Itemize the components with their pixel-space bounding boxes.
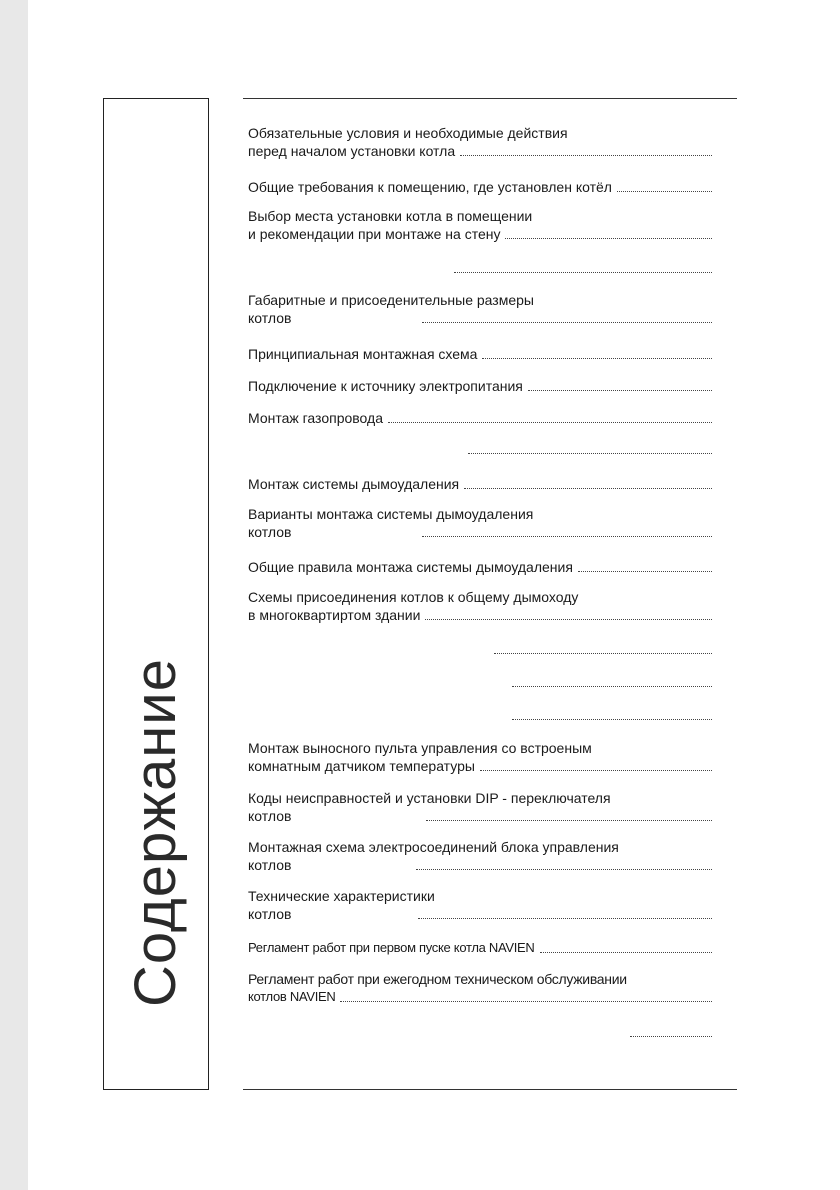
toc-entry[interactable]: [248, 475, 712, 493]
toc-entry[interactable]: [248, 409, 712, 427]
dot-leader: [416, 869, 712, 870]
toc-entry[interactable]: [248, 887, 712, 923]
dot-leader: [422, 322, 712, 323]
toc-entry-text: и рекомендации при монтаже на стену: [248, 226, 501, 242]
toc-entry[interactable]: [248, 588, 712, 624]
toc-entry-text: в многоквартиртом здании: [248, 607, 421, 623]
page-title: Содержание: [123, 658, 188, 1007]
toc-entry[interactable]: [248, 789, 712, 825]
dot-leader: [540, 952, 713, 953]
toc-entry-text: Монтаж системы дымоудаления: [248, 476, 460, 492]
dot-leader: [505, 238, 712, 239]
dot-leader: [630, 1036, 712, 1037]
toc-entry-text: Монтаж газопровода: [248, 410, 383, 426]
toc-entry-text: Регламент работ при первом пуске котла NAVIEN: [248, 940, 535, 955]
dot-leader: [460, 155, 712, 156]
dot-leader: [468, 453, 712, 454]
toc-entry-text: котлов NAVIEN: [248, 989, 336, 1004]
toc-entry-text: Варианты монтажа системы дымоудаления: [248, 506, 534, 522]
dot-leader: [340, 1001, 712, 1002]
toc-entry[interactable]: [248, 124, 712, 160]
toc-entry[interactable]: [248, 739, 712, 775]
dot-leader: [494, 653, 712, 654]
toc-entry[interactable]: [248, 558, 712, 576]
toc-entry-text: котлов: [248, 524, 292, 540]
title-frame: [103, 98, 209, 1090]
toc-entry-text: Технические характеристики: [248, 888, 435, 904]
toc-entry-text: Обязательные условия и необходимые действия: [248, 125, 568, 141]
toc-entry-text: Принципиальная монтажная схема: [248, 346, 478, 362]
toc-entry[interactable]: [248, 939, 712, 957]
toc-entry-text: Выбор места установки котла в помещении: [248, 208, 533, 224]
toc-entry[interactable]: [248, 838, 712, 874]
toc-entry-text: котлов: [248, 857, 292, 873]
toc-entry-text: перед началом установки котла: [248, 143, 456, 159]
toc-entry-text: Монтажная схема электросоединений блока управления: [248, 839, 619, 855]
page-edge-strip: [0, 0, 28, 1190]
dot-leader: [388, 422, 712, 423]
dot-leader: [464, 488, 712, 489]
toc-entry[interactable]: [248, 291, 712, 327]
dot-leader: [418, 918, 712, 919]
dot-leader: [425, 619, 712, 620]
toc-entry-text: котлов: [248, 310, 292, 326]
toc-entry[interactable]: [248, 345, 712, 363]
toc-entry[interactable]: [248, 178, 712, 196]
toc-entry-text: Регламент работ при ежегодном техническом обслуживании: [248, 971, 627, 987]
toc-entry-text: котлов: [248, 808, 292, 824]
toc-entry-text: Габаритные и присоеденительные размеры: [248, 292, 534, 308]
dot-leader: [454, 272, 712, 273]
toc-entry-text: Монтаж выносного пульта управления со встроеным: [248, 740, 592, 756]
dot-leader: [512, 686, 712, 687]
toc-entry-text: Схемы присоединения котлов к общему дымоходу: [248, 589, 579, 605]
toc-entry-text: Коды неисправностей и установки DIP - переключателя: [248, 790, 611, 806]
dot-leader: [482, 358, 712, 359]
dot-leader: [528, 390, 712, 391]
dot-leader: [480, 770, 712, 771]
dot-leader: [578, 571, 712, 572]
toc-entry[interactable]: [248, 377, 712, 395]
dot-leader: [426, 820, 712, 821]
toc-entry-text: комнатным датчиком температуры: [248, 758, 475, 774]
toc-entry[interactable]: [248, 970, 712, 1006]
toc-entry[interactable]: [248, 505, 712, 541]
table-of-contents: [248, 0, 718, 1190]
dot-leader: [512, 719, 712, 720]
toc-entry-text: Общие требования к помещению, где установлен котёл: [248, 179, 612, 195]
toc-entry[interactable]: [248, 207, 712, 243]
toc-entry-text: котлов: [248, 906, 292, 922]
toc-entry-text: Подключение к источнику электропитания: [248, 378, 523, 394]
toc-entry-text: Общие правила монтажа системы дымоудаления: [248, 559, 573, 575]
dot-leader: [617, 191, 712, 192]
dot-leader: [422, 536, 712, 537]
